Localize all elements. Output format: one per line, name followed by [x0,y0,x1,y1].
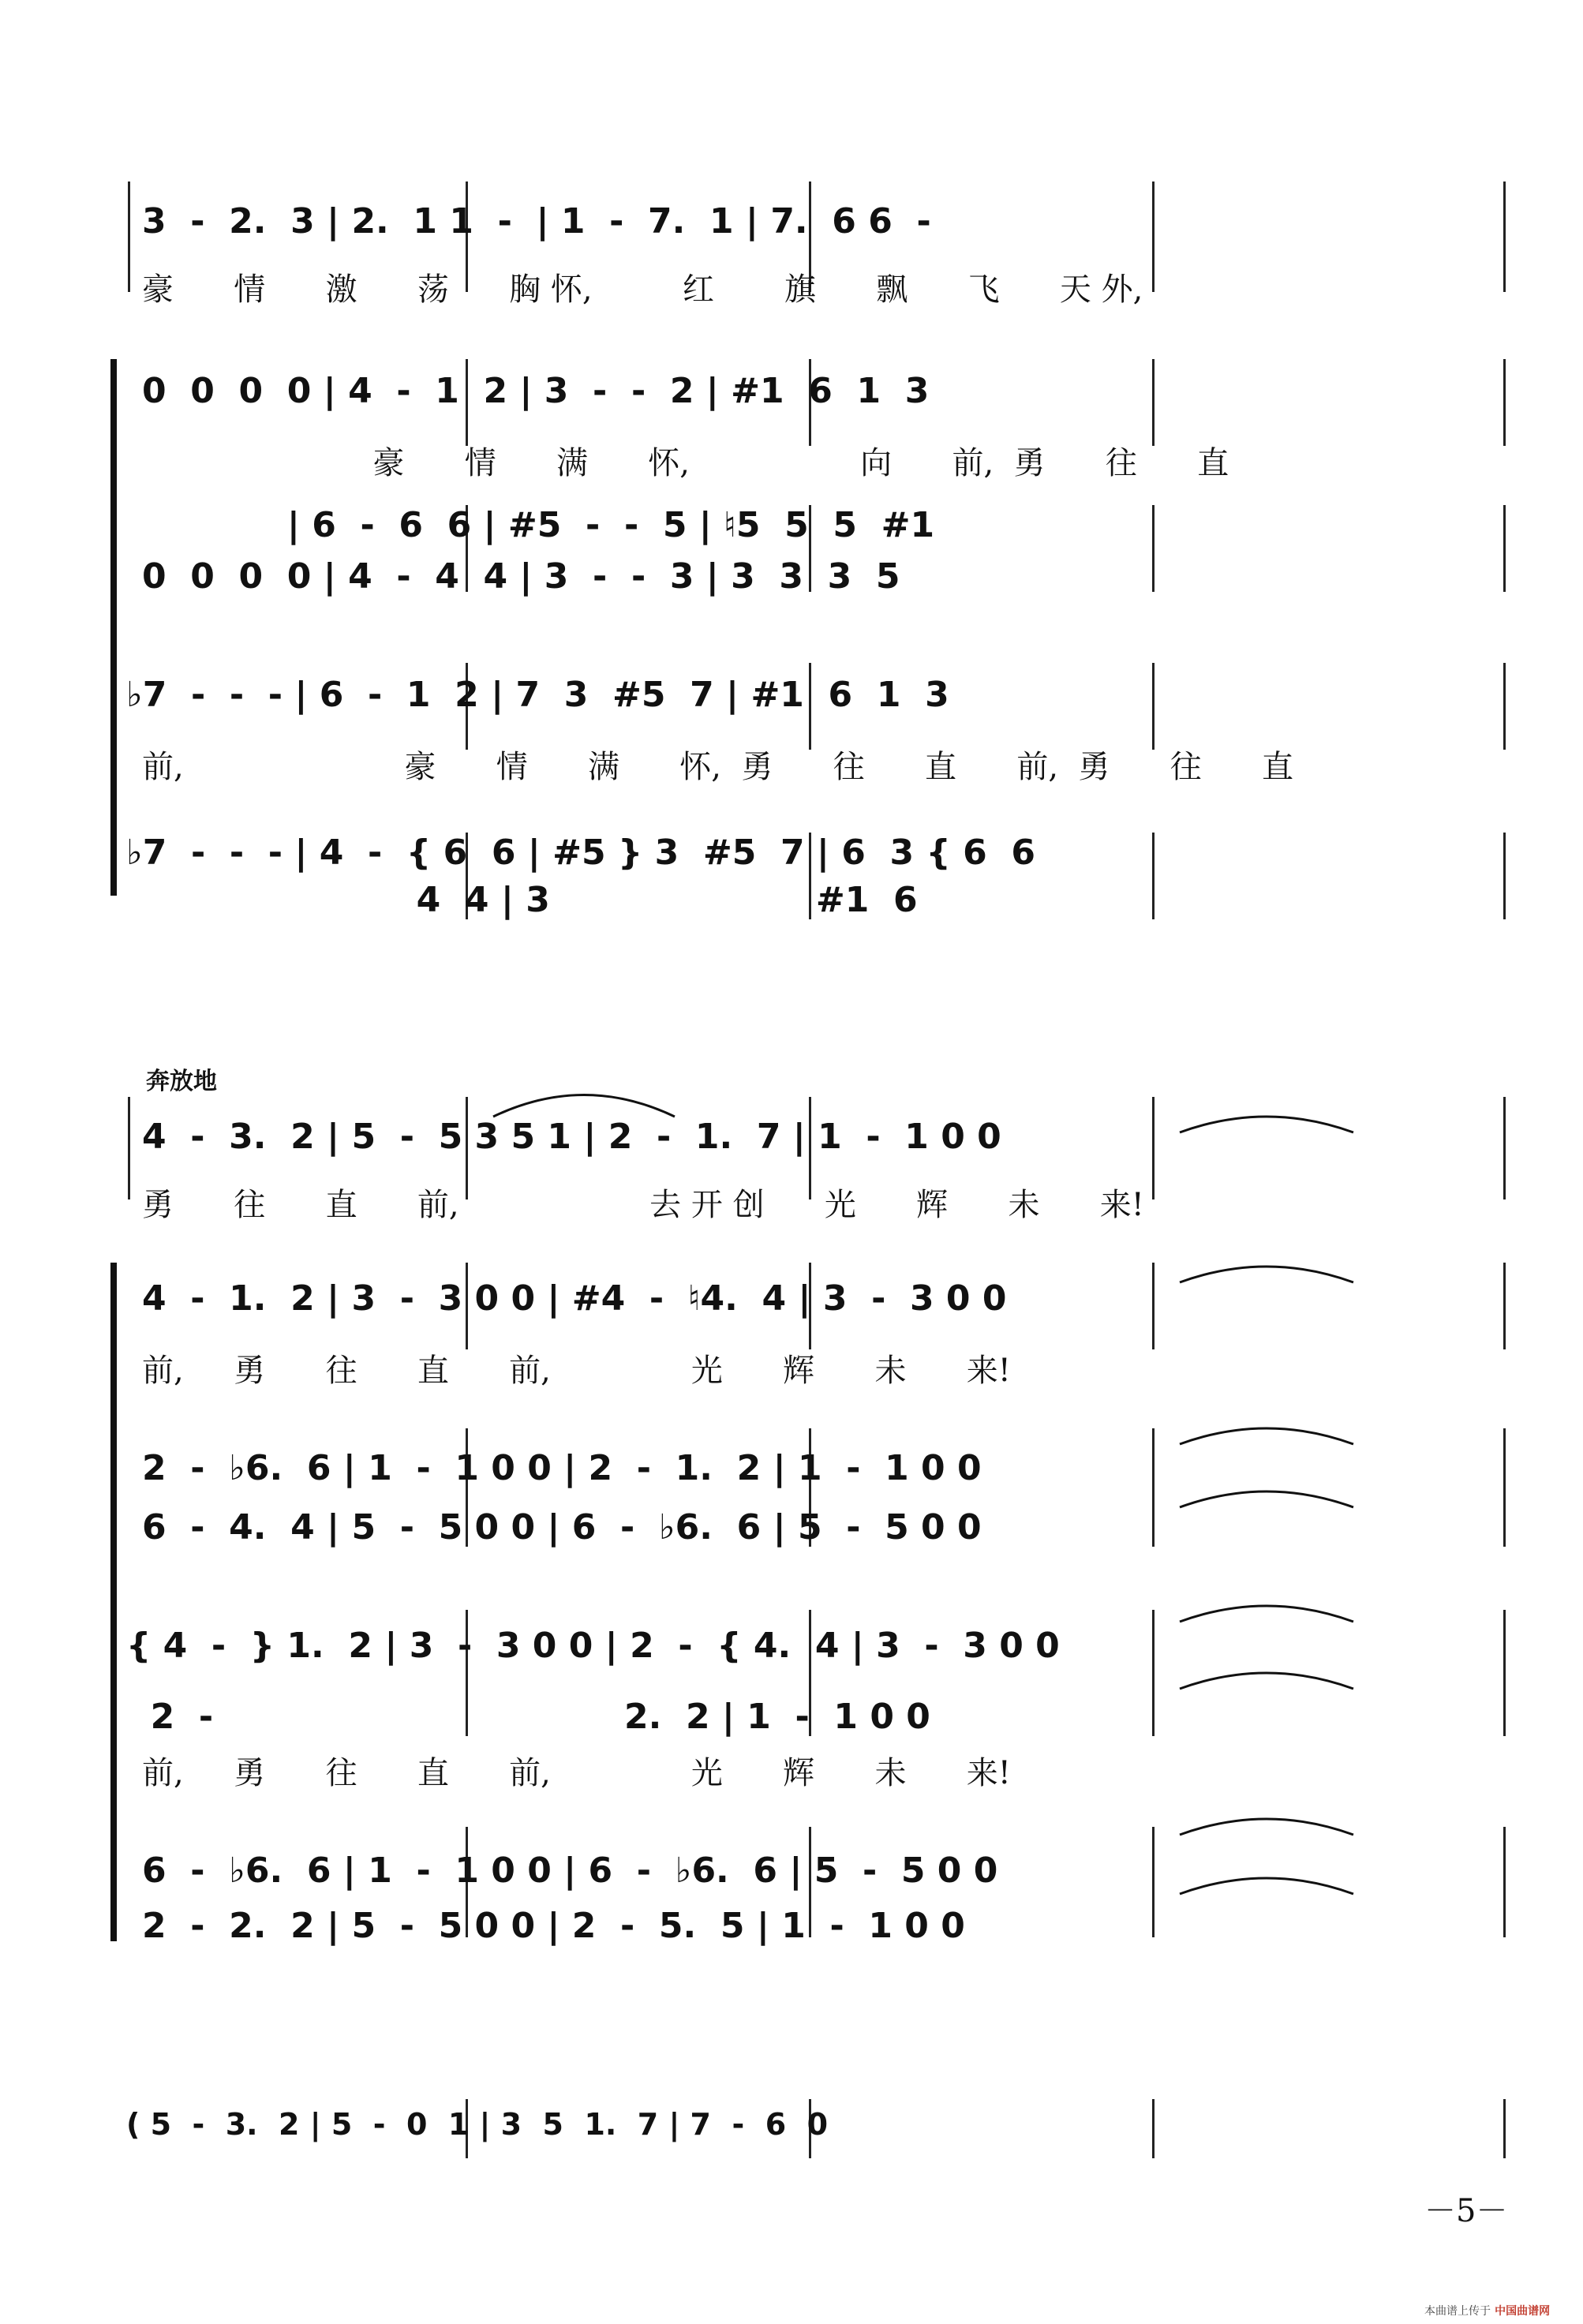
slur [1176,1594,1357,1626]
melody-line: 4 - 3. 2 | 5 - 5 3 5 1 | 2 - 1. 7 | 1 - 1 0 0 [142,1117,1001,1157]
melody-line: 6 - ♭6. 6 | 1 - 1 0 0 | 6 - ♭6. 6 | 5 - 5 0 0 [142,1851,998,1891]
barline [1503,1097,1506,1199]
system-bracket [110,359,117,896]
barline [128,1097,130,1199]
footer [1424,2303,1550,2318]
barline [1503,182,1506,292]
tempo-marking: 奔放地 [146,1068,217,1095]
lyrics-line: 前, 豪 情 满 怀, 勇 往 直 前, 勇 往 直 [142,749,1294,785]
barline [1503,359,1506,446]
barline [1503,2099,1506,2158]
melody-line: 0 0 0 0 | 4 - 4 4 | 3 - - 3 | 3 3 3 5 [142,556,900,597]
barline [1152,1827,1155,1937]
site-logo: 中国曲谱网 [1495,2305,1551,2318]
barline [1503,663,1506,750]
melody-line: 2 - 2. 2 | 1 - 1 0 0 [126,1697,930,1737]
melody-line: 4 4 | 3 #1 6 [126,880,918,920]
barline [1152,1263,1155,1349]
barline [1503,1827,1506,1937]
barline [1152,359,1155,446]
slur [1176,1807,1357,1839]
melody-line: ♭7 - - - | 6 - 1 2 | 7 3 #5 7 | #1 6 1 3 [126,675,949,715]
footer-credit: 本曲谱上传于 [1424,2305,1491,2318]
barline [1152,663,1155,750]
slur [1176,1866,1357,1898]
melody-line: 6 - 4. 4 | 5 - 5 0 0 | 6 - ♭6. 6 | 5 - 5 0 0 [142,1507,982,1547]
lyrics-line: 豪 情 满 怀, 向 前, 勇 往 直 [142,445,1229,481]
slur [1176,1416,1357,1448]
barline [128,182,130,292]
barline [1152,1428,1155,1547]
lyrics-line: 前, 勇 往 直 前, 光 辉 未 来! [142,1755,1011,1791]
melody-line: 3 - 2. 3 | 2. 1 1 - | 1 - 7. 1 | 7. 6 6 - [142,201,931,241]
lyrics-line: 前, 勇 往 直 前, 光 辉 未 来! [142,1353,1011,1389]
barline [1152,505,1155,592]
melody-line: 2 - ♭6. 6 | 1 - 1 0 0 | 2 - 1. 2 | 1 - 1 0 0 [142,1448,982,1488]
melody-line: | 6 - 6 6 | #5 - - 5 | ♮5 5 5 #1 [142,505,935,545]
page-number: －5－ [1424,2193,1508,2229]
melody-line: 2 - 2. 2 | 5 - 5 0 0 | 2 - 5. 5 | 1 - 1 0 0 [142,1906,965,1946]
slur [1176,1661,1357,1693]
barline [1503,1610,1506,1736]
melody-line: 0 0 0 0 | 4 - 1 2 | 3 - - 2 | #1 6 1 3 [142,371,930,411]
barline [1503,505,1506,592]
slur [1176,1480,1357,1511]
barline [1152,182,1155,292]
barline [1152,2099,1155,2158]
system-bracket [110,1263,117,1941]
instrumental-line: ( 5 - 3. 2 | 5 - 0 1 | 3 5 1. 7 | 7 - 6 0 [126,2107,829,2142]
barline [1152,1610,1155,1736]
barline [1503,833,1506,919]
melody-line: ♭7 - - - | 4 - { 6 6 | #5 } 3 #5 7 | 6 3 { 6 6 [126,833,1035,873]
melody-line: 4 - 1. 2 | 3 - 3 0 0 | #4 - ♮4. 4 | 3 - 3 0 0 [142,1278,1007,1319]
lyrics-line: 豪 情 激 荡 胸 怀, 红 旗 飘 飞 天 外, [142,271,1143,308]
slur [489,1081,679,1121]
melody-line: { 4 - } 1. 2 | 3 - 3 0 0 | 2 - { 4. 4 | 3 - 3 0 0 [126,1626,1060,1666]
barline [1152,1097,1155,1199]
barline [1503,1428,1506,1547]
slur [1176,1255,1357,1286]
lyrics-line: 勇 往 直 前, 去 开 创 光 辉 未 来! [142,1187,1144,1223]
slur [1176,1105,1357,1136]
barline [1152,833,1155,919]
barline [1503,1263,1506,1349]
